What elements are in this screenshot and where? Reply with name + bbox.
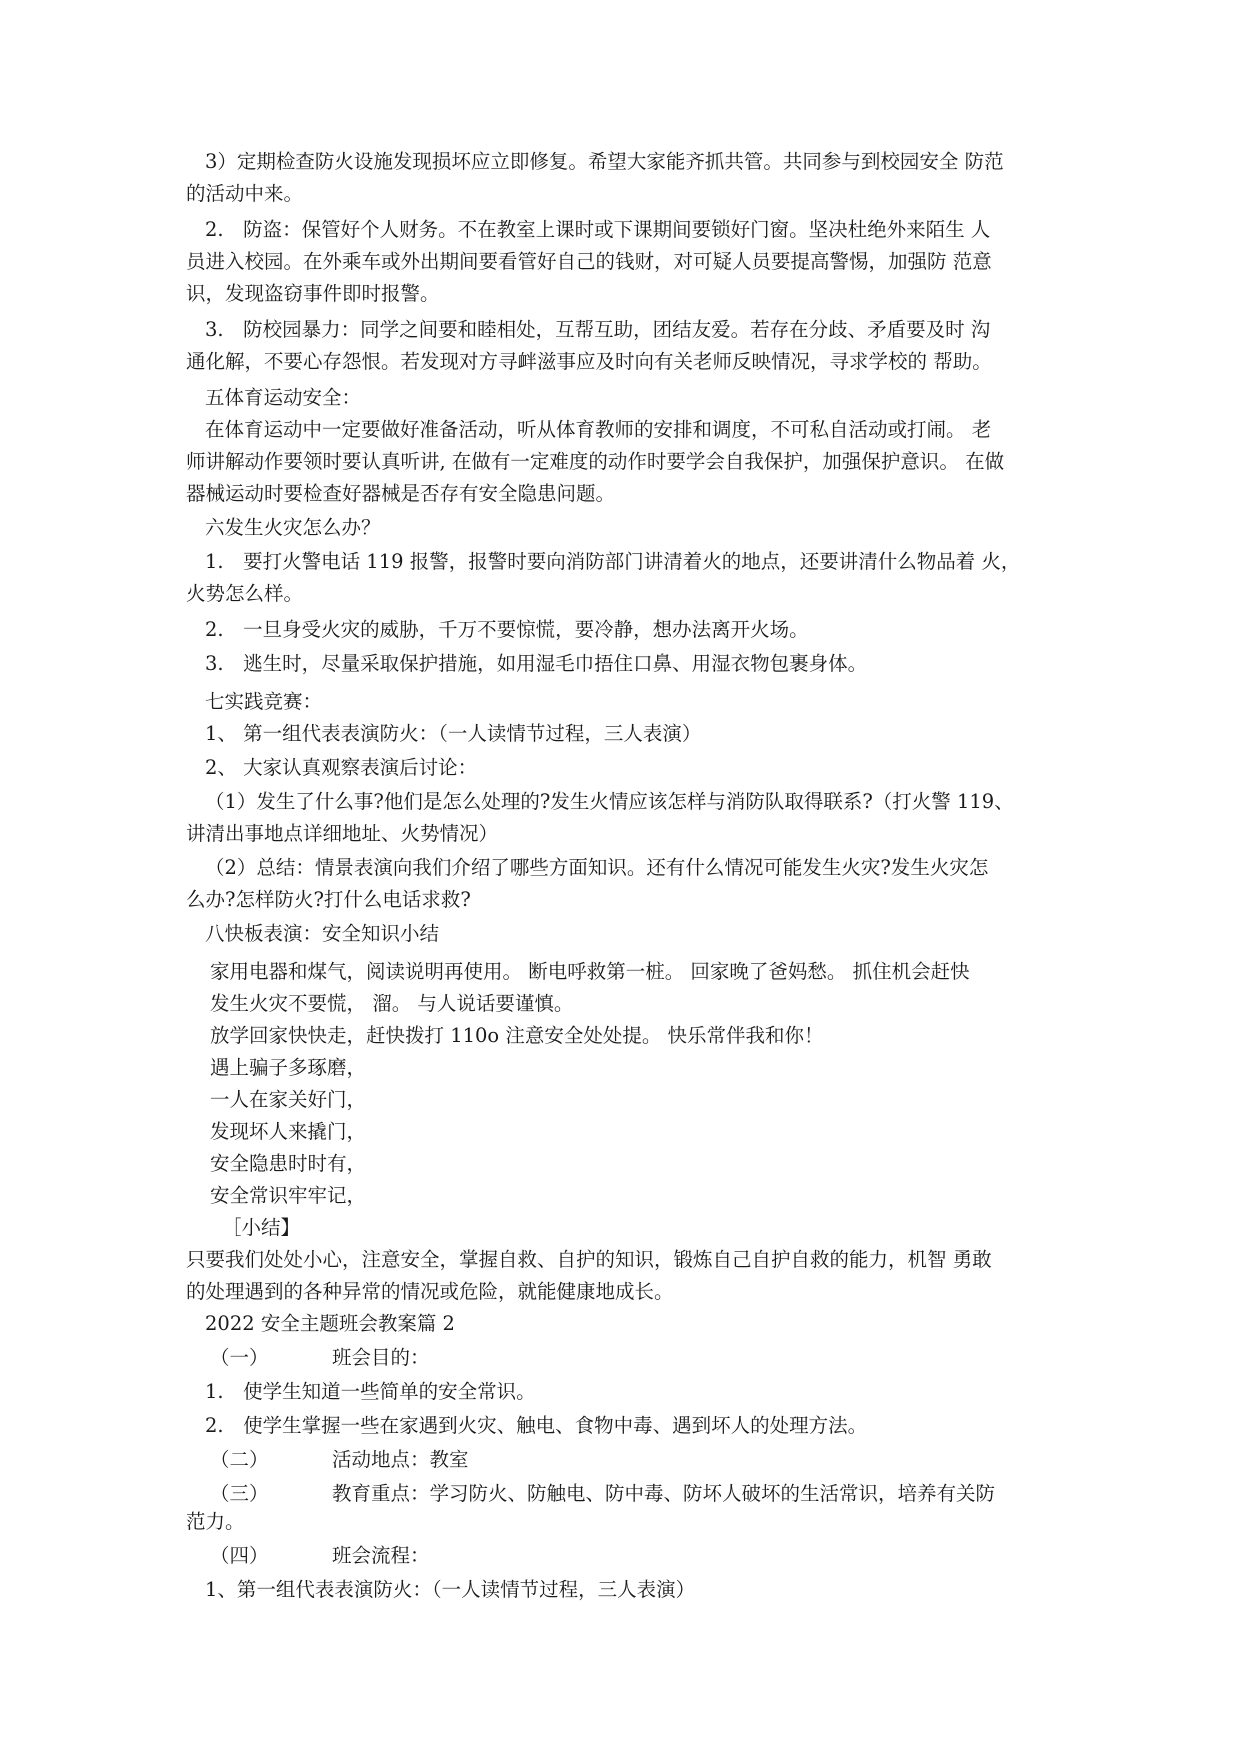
text-line: 3. 逃生时，尽量采取保护措施，如用湿毛巾捂住口鼻、用湿衣物包裹身体。 — [205, 652, 868, 675]
text-line: 识，发现盗窃事件即时报警。 — [186, 282, 440, 305]
verse-line: 遇上骗子多琢磨， — [210, 1056, 367, 1079]
text-line: 范力。 — [186, 1510, 245, 1533]
document-title: 2022 安全主题班会教案篇 2 — [205, 1312, 455, 1335]
text-line: 3. 防校园暴力：同学之间要和睦相处，互帮互助，团结友爱。若存在分歧、矛盾要及时 沟 — [205, 318, 991, 341]
text-line: 只要我们处处小心，注意安全，掌握自救、自护的知识，锻炼自己自护自救的能力，机智 勇敢 — [186, 1248, 992, 1271]
section-row — [210, 1482, 995, 1506]
text-line: （1）发生了什么事?他们是怎么处理的?发生火情应该怎样与消防队取得联系?（打火警 119、 — [205, 790, 1014, 813]
section-heading: 六发生火灾怎么办？ — [205, 516, 381, 539]
text-line: 讲清出事地点详细地址、火势情况） — [186, 822, 499, 845]
text-line: 2、 大家认真观察表演后讨论： — [205, 756, 478, 779]
text-line: 的处理遇到的各种异常的情况或危险，就能健康地成长。 — [186, 1280, 674, 1303]
text-line: 器械运动时要检查好器械是否存有安全隐患问题。 — [186, 482, 616, 505]
section-row — [210, 1544, 430, 1568]
section-heading: 七实践竞赛： — [205, 690, 323, 713]
text-line: 2. 使学生掌握一些在家遇到火灾、触电、食物中毒、遇到坏人的处理方法。 — [205, 1414, 868, 1437]
section-text: 教育重点：学习防火、防触电、防中毒、防坏人破坏的生活常识，培养有关防 — [332, 1482, 996, 1505]
text-line: 在体育运动中一定要做好准备活动，听从体育教师的安排和调度，不可私自活动或打闹。 老 — [205, 418, 992, 441]
text-line: 1、 第一组代表表演防火：（一人读情节过程，三人表演） — [205, 722, 702, 745]
text-line: 1. 使学生知道一些简单的安全常识。 — [205, 1380, 536, 1403]
section-row — [210, 1448, 469, 1472]
section-row — [210, 1346, 430, 1370]
section-heading: 八快板表演：安全知识小结 — [205, 922, 440, 945]
text-line: 3）定期检查防火设施发现损坏应立即修复。希望大家能齐抓共管。共同参与到校园安全 防范 — [205, 150, 1004, 173]
section-text: 活动地点：教室 — [332, 1448, 469, 1471]
summary-heading: ［小结】 — [222, 1216, 301, 1239]
text-line: 通化解，不要心存怨恨。若发现对方寻衅滋事应及时向有关老师反映情况，寻求学校的 帮助。 — [186, 350, 992, 373]
text-line: 么办?怎样防火?打什么电话求救? — [186, 888, 471, 911]
section-text: 班会流程： — [332, 1544, 430, 1567]
verse-line: 安全隐患时时有， — [210, 1152, 367, 1175]
text-line: 的活动中来。 — [186, 182, 304, 205]
text-line: 师讲解动作要领时要认真听讲, 在做有一定难度的动作时要学会自我保护，加强保护意识。 在做 — [186, 450, 1005, 473]
verse-line: 安全常识牢牢记， — [210, 1184, 367, 1207]
verse-line: 放学回家快快走，赶快拨打 110o 注意安全处处提。 快乐常伴我和你！ — [210, 1024, 824, 1047]
section-text: 班会目的： — [332, 1346, 430, 1369]
text-line: 火势怎么样。 — [186, 582, 304, 605]
verse-line: 发生火灾不要慌， 溜。 与人说话要谨慎。 — [210, 992, 574, 1015]
section-number: （二） — [210, 1448, 269, 1471]
section-heading: 五体育运动安全： — [205, 386, 362, 409]
verse-line: 发现坏人来撬门， — [210, 1120, 367, 1143]
text-line: 2. 防盗：保管好个人财务。不在教室上课时或下课期间要锁好门窗。坚决杜绝外来陌生 人 — [205, 218, 991, 241]
text-line: 1、第一组代表表演防火：（一人读情节过程，三人表演） — [205, 1578, 696, 1601]
text-line: 1. 要打火警电话 119 报警，报警时要向消防部门讲清着火的地点，还要讲清什么物品着 火， — [205, 550, 1021, 573]
text-line: 2. 一旦身受火灾的威胁，千万不要惊慌，要冷静，想办法离开火场。 — [205, 618, 809, 641]
verse-line: 家用电器和煤气，阅读说明再使用。 断电呼救第一桩。 回家晚了爸妈愁。 抓住机会赶快 — [210, 960, 970, 983]
section-number: （一） — [210, 1346, 269, 1369]
text-line: 员进入校园。在外乘车或外出期间要看管好自己的钱财，对可疑人员要提高警惕，加强防 范意 — [186, 250, 992, 273]
section-number: （四） — [210, 1544, 269, 1567]
section-number: （三） — [210, 1482, 269, 1505]
verse-line: 一人在家关好门， — [210, 1088, 367, 1111]
text-line: （2）总结：情景表演向我们介绍了哪些方面知识。还有什么情况可能发生火灾?发生火灾怎 — [205, 856, 989, 879]
